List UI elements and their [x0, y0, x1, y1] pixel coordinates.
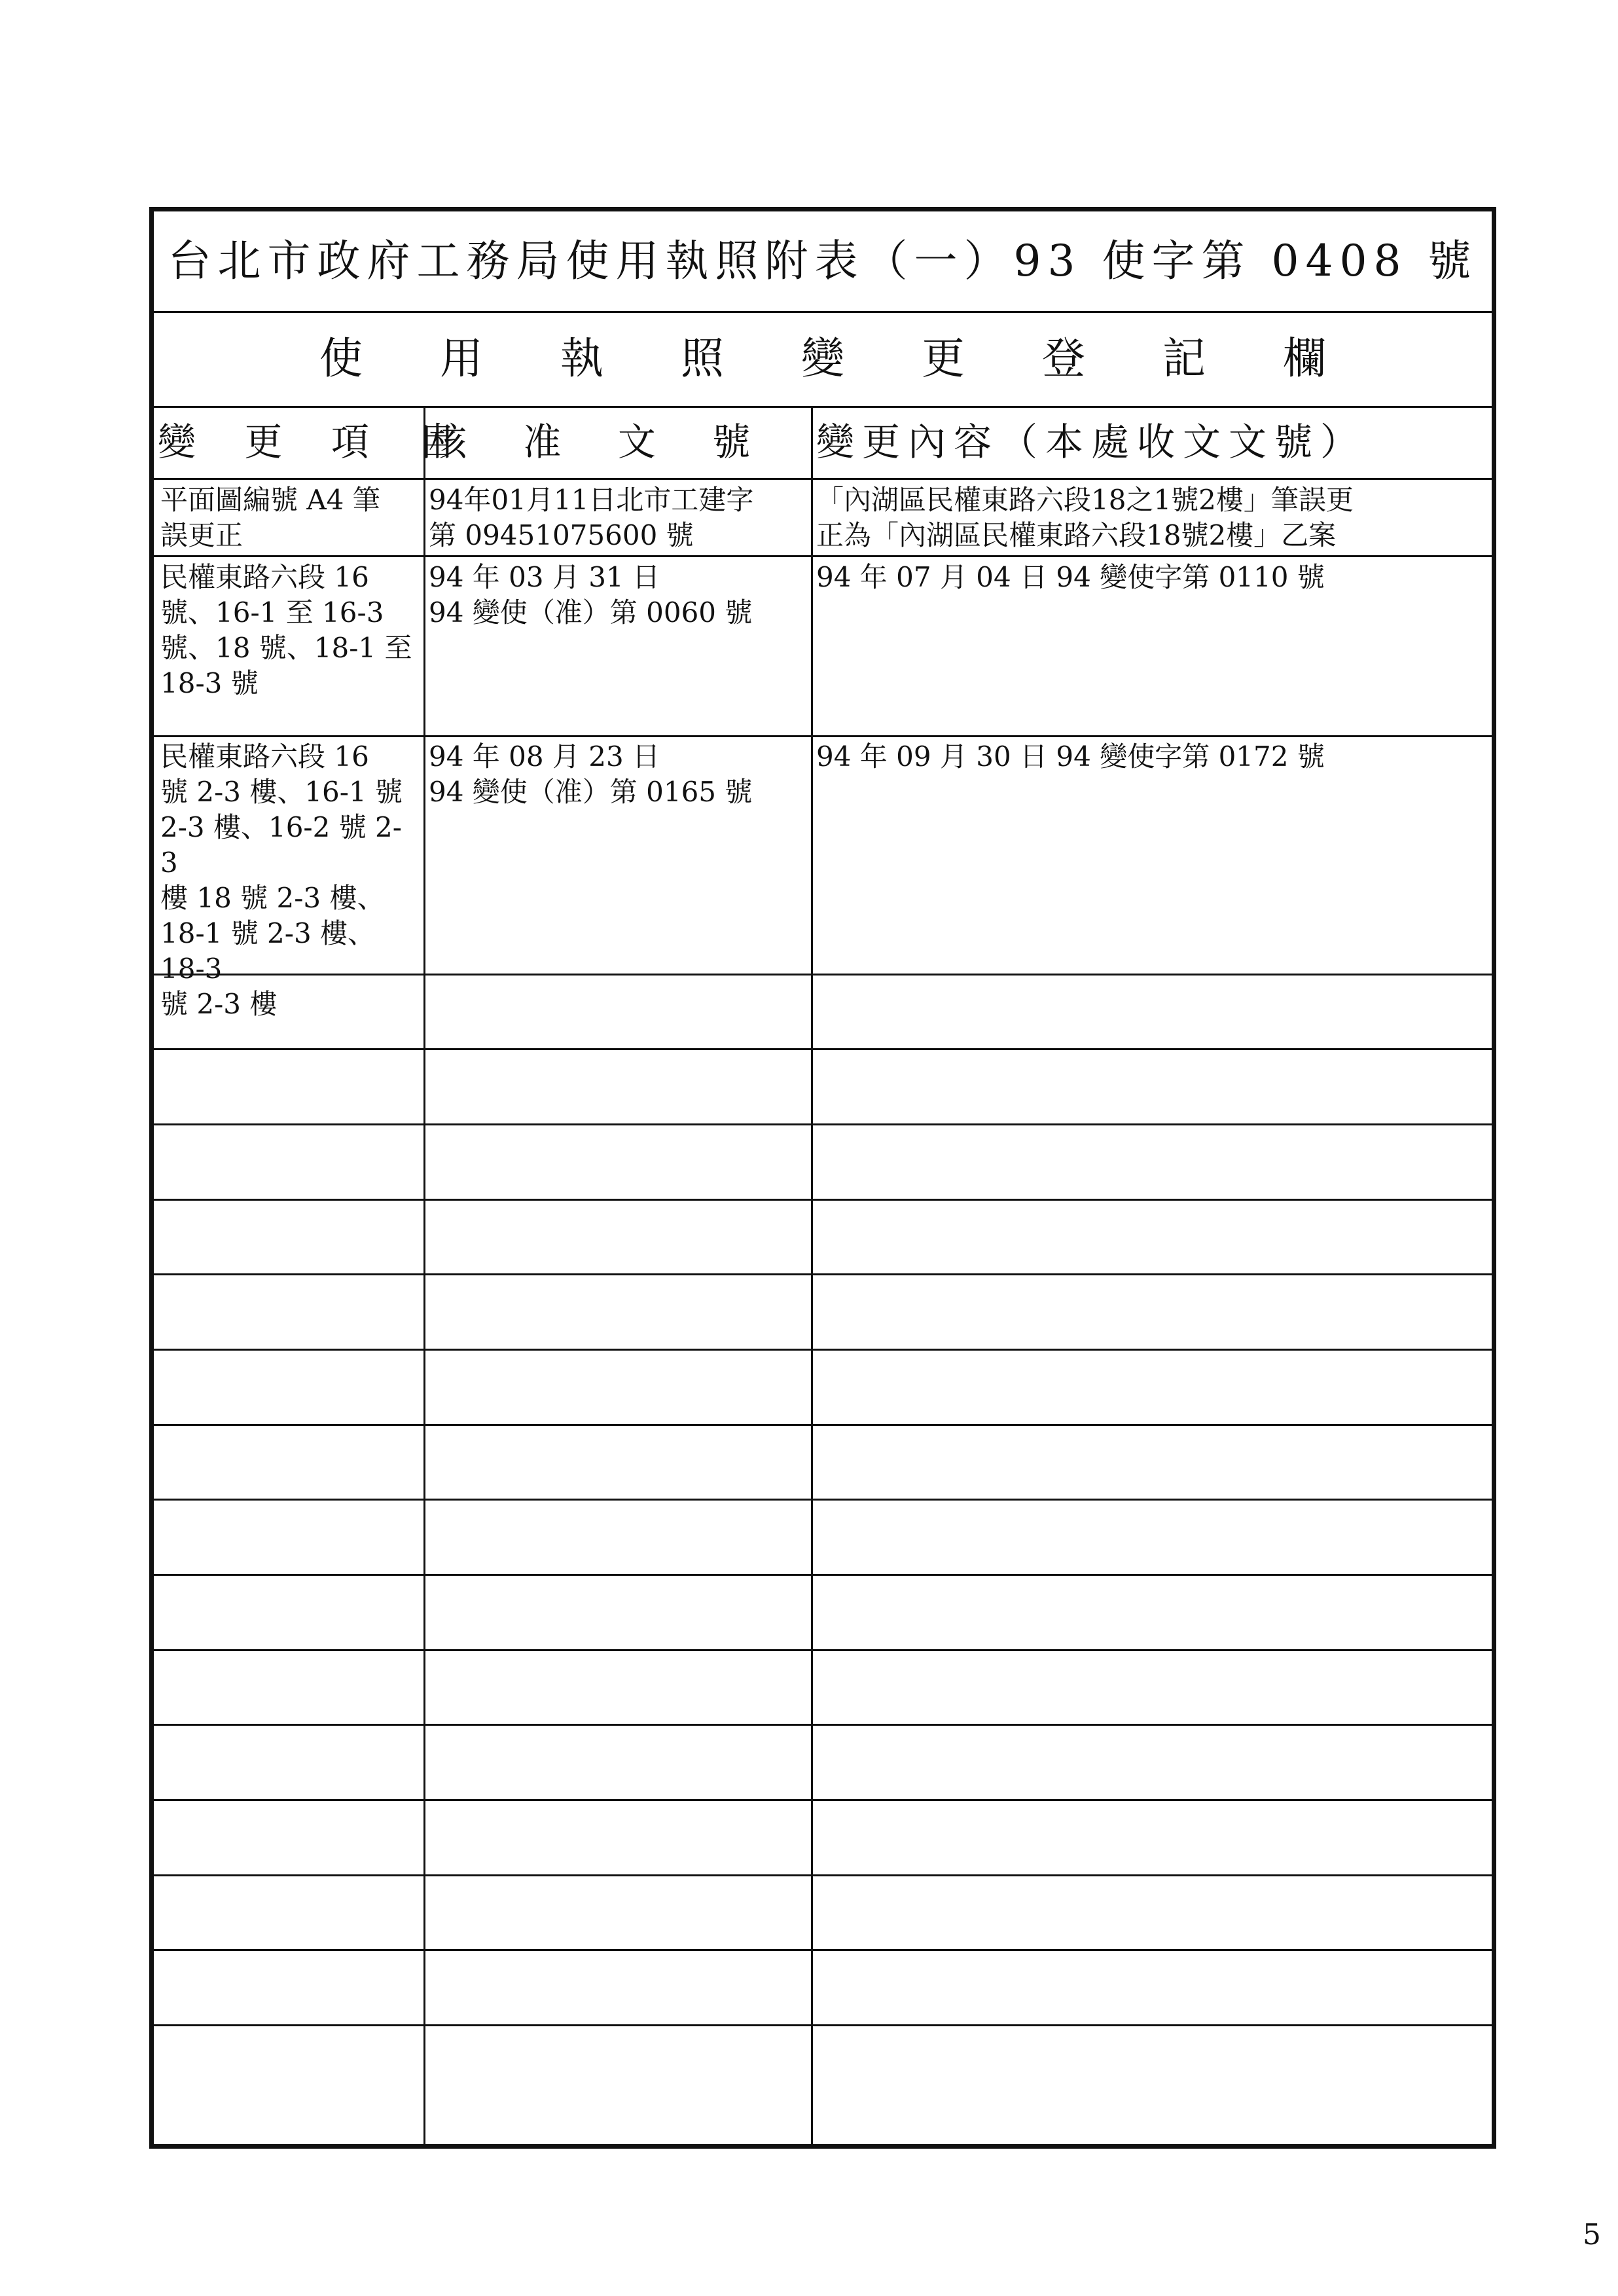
row-1-approval: 94年01月11日北市工建字 第 09451075600 號	[429, 484, 754, 551]
form-frame	[149, 207, 1496, 2149]
row-2-content: 94 年 07 月 04 日 94 變使字第 0110 號	[816, 561, 1325, 593]
empty-row-line	[154, 1874, 1492, 1876]
empty-row-line	[154, 1349, 1492, 1351]
row-3-item: 民權東路六段 16 號 2-3 樓、16-1 號 2-3 樓、16-2 號 2-3 樓 18 號 2-3 樓、 18-1 號 2-3 樓、18-3 號 2-3 樓	[160, 740, 403, 1020]
empty-row-line	[154, 1424, 1492, 1426]
row-3-approval: 94 年 08 月 23 日 94 變使（准）第 0165 號	[429, 740, 753, 808]
empty-row-line	[154, 1273, 1492, 1275]
form-subtitle: 使用執照變更登記欄	[319, 333, 1403, 384]
column-divider	[811, 406, 813, 2144]
row-1-content: 「內湖區民權東路六段18之1號2樓」筆誤更 正為「內湖區民權東路六段18號2樓」乙案	[816, 484, 1354, 551]
empty-row-line	[154, 1048, 1492, 1050]
row-2-approval: 94 年 03 月 31 日 94 變使（准）第 0060 號	[429, 561, 753, 629]
divider	[154, 974, 1492, 975]
empty-row-line	[154, 1949, 1492, 1951]
empty-row-line	[154, 1574, 1492, 1576]
row-1-item: 平面圖編號 A4 筆 誤更正	[160, 484, 380, 551]
divider	[154, 478, 1492, 480]
page-mark: 5	[1583, 2218, 1601, 2251]
row-2-item: 民權東路六段 16 號、16-1 至 16-3 號、18 號、18-1 至 18-3 號	[160, 561, 412, 699]
row-3-content: 94 年 09 月 30 日 94 變使字第 0172 號	[816, 740, 1325, 773]
divider	[154, 735, 1492, 737]
empty-row-line	[154, 1199, 1492, 1201]
empty-row-line	[154, 1123, 1492, 1125]
column-header-approval: 核 准 文 號	[429, 420, 773, 464]
empty-row-line	[154, 1649, 1492, 1651]
empty-row-line	[154, 1724, 1492, 1726]
form-title: 台北市政府工務局使用執照附表（一）93 使字第 0408 號	[168, 236, 1478, 286]
empty-row-line	[154, 2024, 1492, 2026]
column-divider	[423, 406, 425, 2144]
divider	[154, 555, 1492, 557]
column-header-content: 變更內容（本處收文文號）	[816, 420, 1367, 464]
column-header-item: 變 更 項 目	[158, 420, 475, 464]
empty-row-line	[154, 1499, 1492, 1501]
empty-row-line	[154, 1799, 1492, 1801]
